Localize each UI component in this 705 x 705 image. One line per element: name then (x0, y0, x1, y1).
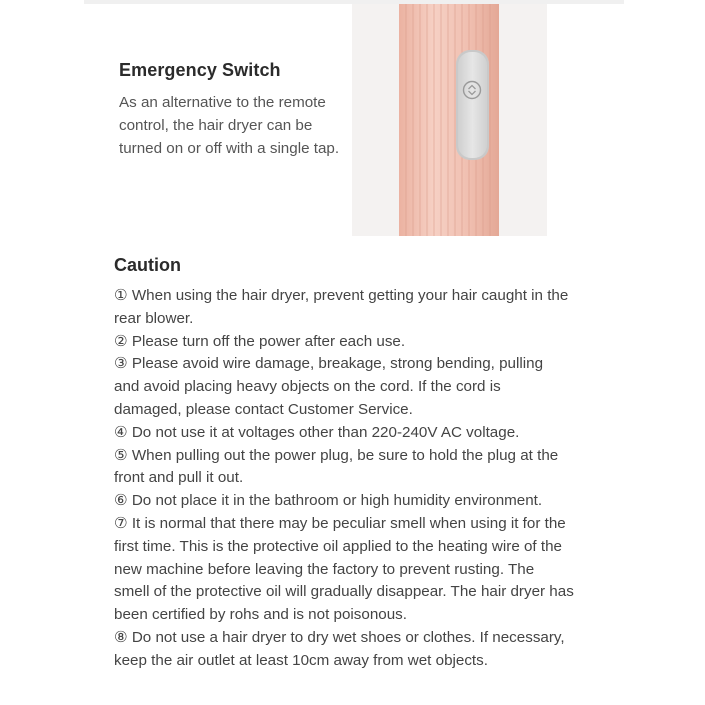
emergency-switch-button (458, 52, 487, 158)
caution-list (114, 285, 604, 673)
emergency-switch-title: Emergency Switch (119, 60, 281, 80)
emergency-switch-description: As an alternative to the remote control, the hair dryer can be turned on or off with a single tap. (119, 94, 340, 157)
caution-item: ⑧ Do not use a hair dryer to dry wet shoes or clothes. If necessary, keep the air outlet at least 10cm away from wet objects. (114, 628, 565, 669)
caution-item: ⑤ When pulling out the power plug, be sure to hold the plug at the front and pull it out. (114, 446, 559, 487)
caution-item: ⑦ It is normal that there may be peculiar smell when using it for the first time. This is the protective oil applied to the heating wire of the new machine before leaving the factory to prevent rusting. The smell of the protective oil will gradually disappear. The hair dryer has been certified by rohs and is not poisonous. (114, 514, 574, 624)
caution-item: ③ Please avoid wire damage, breakage, strong bending, pulling and avoid placing heavy objects on the cord. If the cord is damaged, please contact Customer Service. (114, 355, 544, 418)
hair-dryer-image (352, 4, 547, 236)
emergency-switch-section (119, 60, 349, 160)
caution-title: Caution (114, 255, 181, 275)
caution-section (114, 255, 604, 673)
caution-item: ⑥ Do not place it in the bathroom or high humidity environment. (114, 492, 543, 510)
caution-item: ② Please turn off the power after each use. (114, 332, 406, 350)
caution-item: ④ Do not use it at voltages other than 220-240V AC voltage. (114, 423, 520, 441)
hair-dryer-illustration (352, 4, 547, 236)
caution-item: ① When using the hair dryer, prevent getting your hair caught in the rear blower. (114, 287, 569, 327)
